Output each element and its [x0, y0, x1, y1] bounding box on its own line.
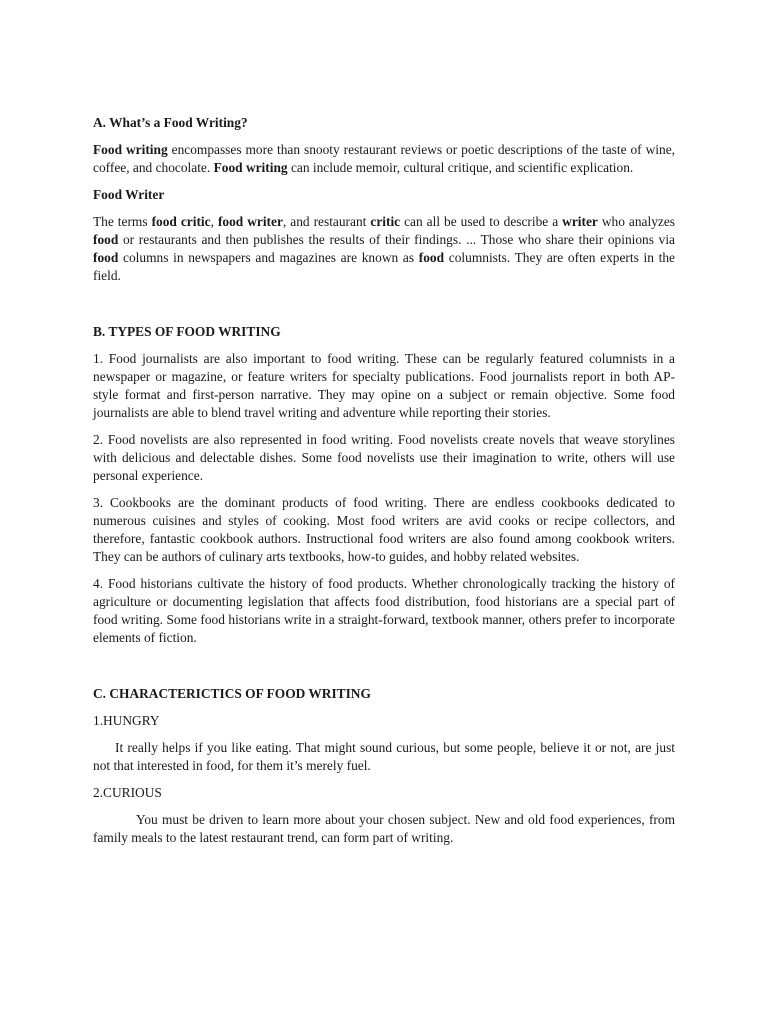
bold-term: food: [93, 250, 119, 265]
text-run: columnists. They are often experts in the field.: [93, 250, 675, 283]
document-page: [93, 114, 675, 856]
text-run: columns in newspapers and magazines are known as: [118, 250, 419, 265]
types-item-1: 1. Food journalists are also important to food writing. These can be regularly featured columnists in a newspaper or magazine, or feature writers for specialty publications. Food journalists report in both AP-style format and first-person narrative. They may opine on a subject or remain objective. Some food journalists are able to blend travel writing and adventure while reporting their stories.: [93, 351, 675, 420]
section-a-paragraph-1: [93, 141, 675, 177]
section-a-heading: A. What’s a Food Writing?: [93, 115, 248, 130]
bold-term: writer: [562, 214, 598, 229]
text-run: ,: [210, 214, 218, 229]
bold-term: food: [418, 250, 445, 265]
text-run: who analyzes: [597, 214, 676, 229]
characteristic-hungry-title: 1.HUNGRY: [93, 713, 160, 728]
characteristic-curious-title: 2.CURIOUS: [93, 785, 162, 800]
bold-term: Food writing: [93, 142, 168, 157]
section-c-heading: C. CHARACTERICTICS OF FOOD WRITING: [93, 686, 371, 701]
types-item-2: 2. Food novelists are also represented in food writing. Food novelists create novels that weave storylines with delicious and delectable dishes. Some food novelists use their imagination to write, others will use personal experience.: [93, 432, 675, 483]
section-b-heading: B. TYPES OF FOOD WRITING: [93, 324, 281, 339]
section-a-paragraph-2: [93, 213, 675, 285]
text-run: , and restaurant: [282, 214, 371, 229]
text-run: or restaurants and then publishes the results of their findings. ... Those who share their opinions via: [118, 232, 675, 247]
bold-term: food writer: [217, 214, 283, 229]
text-run: encompasses more than snooty restaurant reviews or poetic descriptions of the taste of wine, coffee, and chocolate.: [93, 142, 675, 175]
text-run: The terms: [93, 214, 152, 229]
bold-term: food: [93, 232, 119, 247]
characteristic-hungry-text: It really helps if you like eating. That might sound curious, but some people, believe it or not, are just not that interested in food, for them it’s merely fuel.: [93, 740, 675, 773]
types-item-3: 3. Cookbooks are the dominant products of food writing. There are endless cookbooks dedicated to numerous cuisines and styles of cooking. Most food writers are avid cooks or recipe collectors, and therefore, fantastic cookbook authors. Instructional food writers are also found among cookbook writers. They can be authors of culinary arts textbooks, how-to guides, and hobby related websites.: [93, 495, 675, 564]
characteristic-curious-text: You must be driven to learn more about your chosen subject. New and old food experiences, from family meals to the latest restaurant trend, can form part of writing.: [93, 812, 675, 845]
bold-term: Food writing: [213, 160, 288, 175]
text-run: can include memoir, cultural critique, and scientific explication.: [287, 160, 634, 175]
bold-term: critic: [370, 214, 401, 229]
types-item-4: 4. Food historians cultivate the history of food products. Whether chronologically tracking the history of agriculture or documenting legislation that affects food distribution, food historians are a special part of food writing. Some food historians write in a straight-forward, textbook manner, others prefer to incorporate elements of fiction.: [93, 576, 675, 645]
bold-term: food critic: [151, 214, 211, 229]
food-writer-subheading: Food Writer: [93, 187, 165, 202]
text-run: can all be used to describe a: [400, 214, 563, 229]
